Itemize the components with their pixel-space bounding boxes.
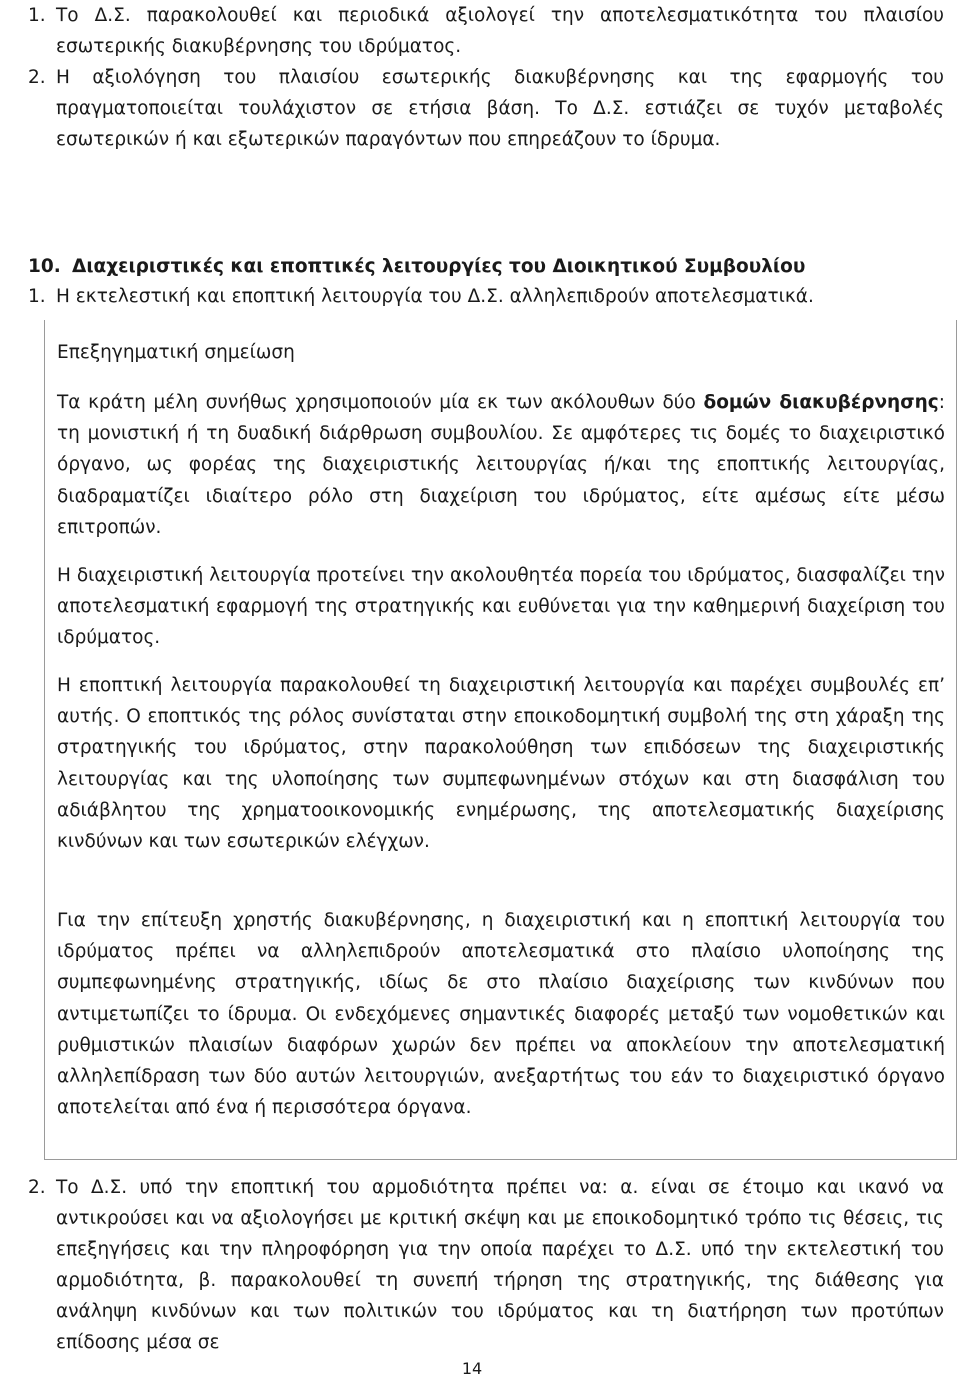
list-item — [28, 0, 944, 62]
list-item-number: 1. — [28, 286, 46, 307]
note-paragraph — [57, 387, 945, 543]
explanatory-note-box — [44, 320, 957, 1160]
section-heading — [28, 251, 944, 282]
note-paragraph-text: Τα κράτη μέλη συνήθως χρησιμοποιούν μία εκ των ακόλουθων δύο — [57, 392, 704, 413]
note-title: Επεξηγηματική σημείωση — [57, 342, 295, 363]
section-list-item — [28, 281, 944, 312]
note-paragraph: Για την επίτευξη χρηστής διακυβέρνησης, η διαχειριστική και η εποπτική λειτουργία του ιδρύματος πρέπει να αλληλεπιδρούν αποτελεσματικά στο πλαίσιο υλοποίησης της συμπεφωνημένης στρατηγικής, ιδίως δε στο πλαίσιο διαχείρισης των κινδύνων που αντιμετωπίζει το ίδρυμα. Οι ενδεχόμενες σημαντικές διαφορές μεταξύ των νομοθετικών και ρυθμιστικών πλαισίων διαφόρων χωρών δεν πρέπει να αποκλείουν την αποτελεσματική αλληλεπίδραση των δύο αυτών λειτουργιών, ανεξαρτήτως του εάν το διαχειριστικό όργανο αποτελείται από ένα ή περισσότερα όργανα. — [57, 910, 945, 1119]
list-item-number: 1. — [28, 5, 46, 26]
note-paragraph: Η εποπτική λειτουργία παρακολουθεί τη διαχειριστική λειτουργία και παρέχει συμβουλές επ’ αυτής. Ο εποπτικός της ρόλος συνίσταται στην εποικοδομητική συμβολή της στη χάραξη της στρατηγικής του ιδρύματος, στην παρακολούθηση των επιδόσεων της διαχειριστικής λειτουργίας και της υλοποίησης των συμπεφωνημένων στόχων και στη διασφάλιση του αδιάβλητου της χρηματοοικονομικής ενημέρωσης, της αποτελεσματικής διαχείρισης κινδύνων και των εσωτερικών ελέγχων. — [57, 675, 945, 853]
list-item-number: 2. — [28, 67, 46, 88]
page-number: 14 — [461, 1359, 483, 1378]
list-item-text: Η εκτελεστική και εποπτική λειτουργία του Δ.Σ. αλληλεπιδρούν αποτελεσματικά. — [56, 286, 814, 307]
list-item-text: Το Δ.Σ. υπό την εποπτική του αρμοδιότητα πρέπει να: α. είναι σε έτοιμο και ικανό να αντικρούσει και να αξιολογήσει με κριτική σκέψη και με εποικοδομητικό τρόπο τις θέσεις, τις επεξηγήσεις και την πληροφόρηση για την οποία παρέχει το Δ.Σ. υπό την εκτελεστική του αρμοδιότητα, β. παρακολουθεί τη συνεπή τήρηση της στρατηγικής, της διάθεσης για ανάληψη κινδύνων και των πολιτικών του ιδρύματος και τη διατήρηση των προτύπων επίδοσης μέσα σε — [56, 1177, 944, 1353]
note-bold-term: δομών διακυβέρνησης — [703, 392, 939, 413]
note-paragraph-text: : τη μονιστική ή τη δυαδική διάρθρωση συμβουλίου. Σε αμφότερες τις δομές το διαχειριστικό όργανο, ως φορέας της διαχειριστικής λειτουργίας ή/και της εποπτικής λειτουργίας, διαδραματίζει ιδιαίτερο ρόλο στη διαχείριση του ιδρύματος, είτε αμέσως είτε μέσω επιτροπών. — [57, 392, 945, 538]
list-item — [28, 1172, 944, 1358]
list-item-text: Η αξιολόγηση του πλαισίου εσωτερικής διακυβέρνησης και της εφαρμογής του πραγματοποιείται τουλάχιστον σε ετήσια βάση. Το Δ.Σ. εστιάζει σε τυχόν μεταβολές εσωτερικών ή και εξωτερικών παραγόντων που επηρεάζουν το ίδρυμα. — [56, 67, 944, 150]
note-paragraph: Η διαχειριστική λειτουργία προτείνει την ακολουθητέα πορεία του ιδρύματος, διασφαλίζει την αποτελεσματική εφαρμογή της στρατηγικής και ευθύνεται για την καθημερινή διαχείριση του ιδρύματος. — [57, 565, 945, 649]
list-item — [28, 62, 944, 155]
section-number: 10. — [28, 256, 61, 277]
list-item-number: 2. — [28, 1177, 46, 1198]
list-item-text: Το Δ.Σ. παρακολουθεί και περιοδικά αξιολογεί την αποτελεσματικότητα του πλαισίου εσωτερικής διακυβέρνησης του ιδρύματος. — [56, 5, 944, 57]
section-title: Διαχειριστικές και εποπτικές λειτουργίες του Διοικητικού Συμβουλίου — [72, 256, 806, 277]
